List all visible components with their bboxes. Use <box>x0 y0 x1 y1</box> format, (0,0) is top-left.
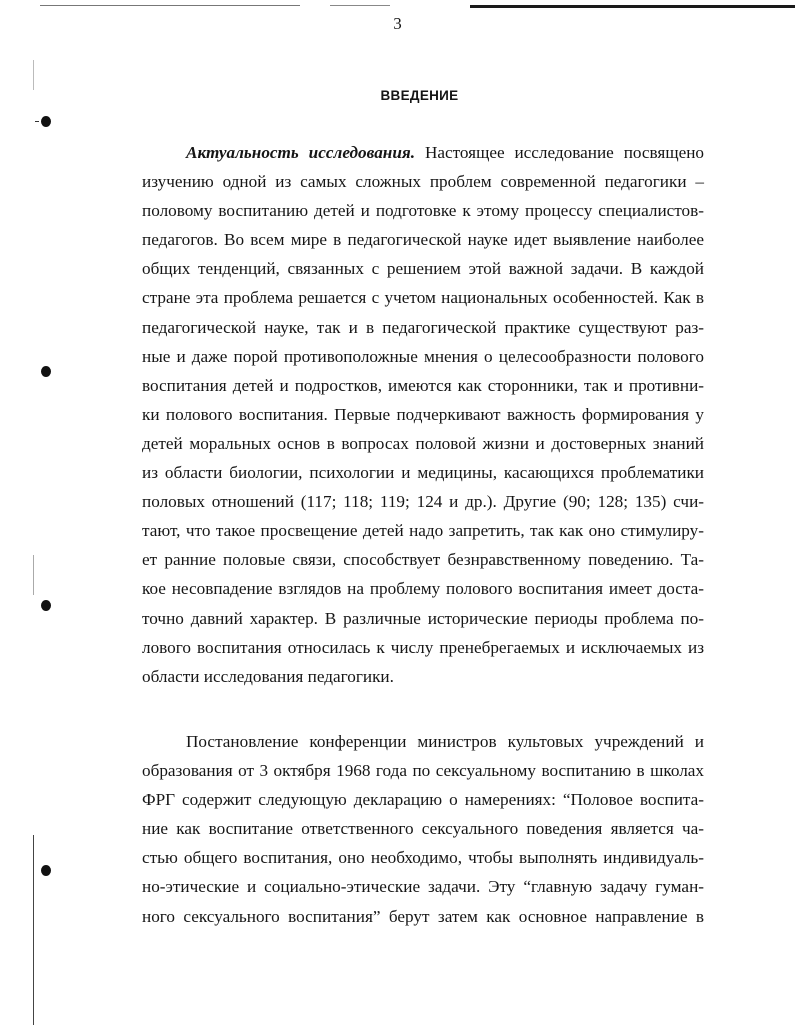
paragraph-line: ет ранние половые связи, способствует безнравственному поведению. Та- <box>142 550 704 570</box>
paragraph-line: кое несовпадение взглядов на проблему полового воспитания имеет доста- <box>142 579 704 599</box>
paragraph-relevance <box>142 138 704 691</box>
paragraph-line: половому воспитанию детей и подготовке к этому процессу специалистов- <box>142 201 704 221</box>
paragraph-line: Постановление конференции министров культовых учреждений и <box>186 732 704 751</box>
paragraph-line: ные и даже порой противоположные мнения о целесообразности полового <box>142 346 704 366</box>
paragraph-resolution <box>142 727 704 931</box>
scan-edge-line <box>470 5 795 8</box>
paragraph-line: ФРГ содержит следующую декларацию о намерениях: “Половое воспита- <box>142 790 704 810</box>
paragraph-line: лового воспитания относилась к числу пренебрегаемых и исключаемых из <box>142 637 704 657</box>
paragraph-line: стью общего воспитания, оно необходимо, чтобы выполнять индивидуаль- <box>142 848 704 868</box>
paragraph-line: тают, что такое просвещение детей надо запретить, так как оно стимулиру- <box>142 521 704 541</box>
paragraph-line: половых отношений (117; 118; 119; 124 и др.). Другие (90; 128; 135) счи- <box>142 492 704 512</box>
paragraph-line: педагогов. Во всем мире в педагогической науке идет выявление наиболее <box>142 230 704 250</box>
section-heading: ВВЕДЕНИЕ <box>380 88 459 103</box>
paragraph-line: общих тенденций, связанных с решением этой важной задачи. В каждой <box>142 259 704 279</box>
paragraph-line: ного сексуального воспитания” берут затем как основное направление в <box>142 906 704 926</box>
paragraph-line: стране эта проблема решается с учетом национальных особенностей. Как в <box>142 288 704 308</box>
scan-edge-line <box>40 5 300 6</box>
paragraph-line: образования от 3 октября 1968 года по сексуальному воспитанию в школах <box>142 761 704 781</box>
paragraph-line: детей моральных основ в вопросах половой жизни и достоверных знаний <box>142 433 704 453</box>
paragraph-line: ние как воспитание ответственного сексуального поведения является ча- <box>142 819 704 839</box>
binding-hole <box>41 366 51 377</box>
paragraph-line: воспитания детей и подростков, имеются как сторонники, так и противни- <box>142 375 704 395</box>
paragraph-line: Актуальность исследования. Настоящее исследование посвящено <box>186 143 704 162</box>
paragraph-line: но-этические и социально-этические задачи. Эту “главную задачу гуман- <box>142 877 704 897</box>
page-number: 3 <box>393 14 402 33</box>
paragraph-line: изучению одной из самых сложных проблем современной педагогики – <box>142 172 704 192</box>
binding-hole <box>41 116 51 127</box>
binding-hole <box>41 600 51 611</box>
binding-hole <box>41 865 51 876</box>
paragraph-line: области исследования педагогики. <box>142 666 394 686</box>
scan-margin-line <box>33 555 34 595</box>
paragraph-line: точно давний характер. В различные исторические периоды проблема по- <box>142 608 704 628</box>
scan-margin-line <box>33 835 34 1025</box>
scan-mark <box>35 121 39 122</box>
paragraph-line: из области биологии, психологии и медицины, касающихся проблематики <box>142 463 704 483</box>
paragraph-line: ки полового воспитания. Первые подчеркивают важность формирования у <box>142 404 704 424</box>
paragraph-line: педагогической науке, так и в педагогической практике существуют раз- <box>142 317 704 337</box>
scan-edge-line <box>330 5 390 6</box>
lead-phrase: Актуальность исследования. <box>186 143 416 162</box>
scan-margin-line <box>33 60 34 90</box>
